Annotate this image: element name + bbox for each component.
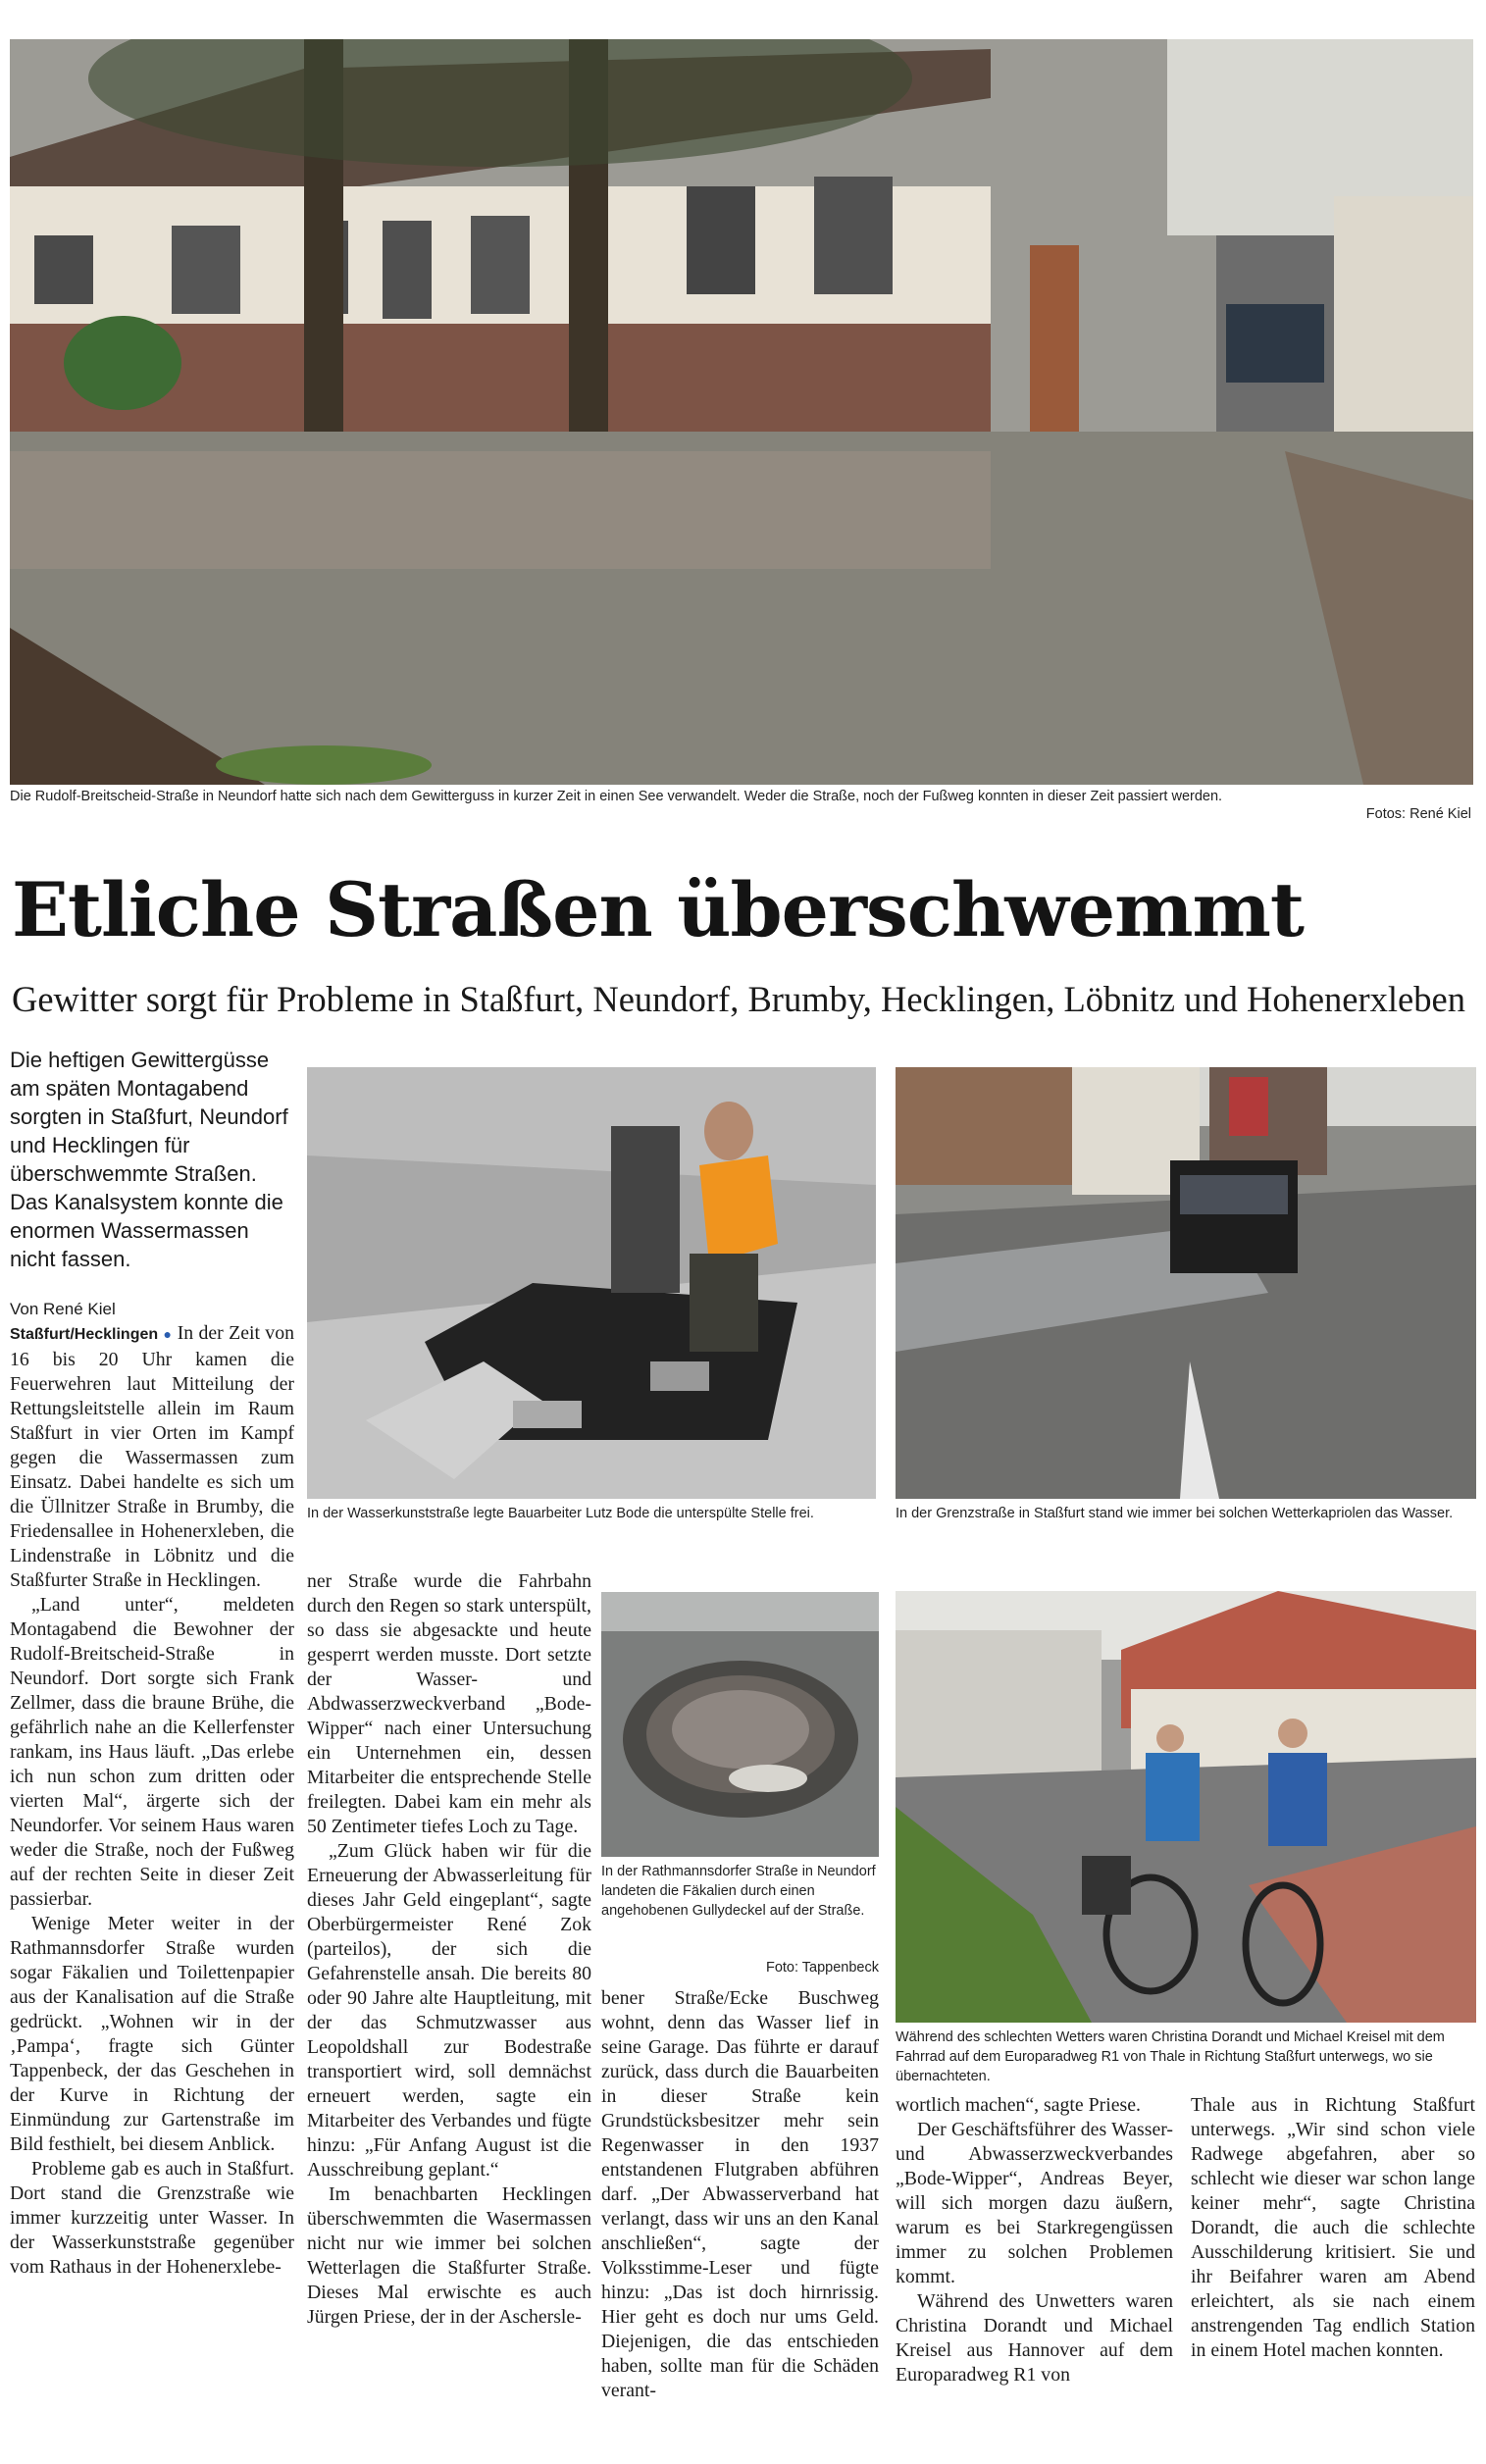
article-column-3 [601, 1986, 879, 2403]
dateline: Staßfurt/Hecklingen [10, 1326, 159, 1343]
article-column-1 [10, 1297, 294, 2280]
manhole-photo-credit: Foto: Tappenbeck [765, 1960, 879, 1976]
article-column-5 [1191, 2093, 1475, 2363]
paragraph: wortlich machen“, sagte Priese. [896, 2094, 1141, 2116]
worker-photo [307, 1067, 876, 1499]
article-subheadline: Gewitter sorgt für Probleme in Staßfurt, Neundorf, Brumby, Hecklingen, Löbnitz und Hohenerxleben [12, 979, 1465, 1019]
manhole-photo-caption: In der Rathmannsdorfer Straße in Neundorf landeten die Fäkalien durch einen angehobenen Gullydeckel auf der Straße. [601, 1864, 876, 1919]
article-column-4 [896, 2093, 1173, 2387]
top-photo-caption: Die Rudolf-Breitscheid-Straße in Neundorf hatte sich nach dem Gewitterguss in kurzer Zeit in einen See verwandelt. Weder die Straße, noch der Fußweg konnten in dieser Zeit passiert werden. [10, 789, 1223, 804]
paragraph: In der Zeit von 16 bis 20 Uhr kamen die Feuerwehren laut Mitteilung der Rettungsleitstelle allein im Raum Staßfurt in vier Orten im Kampf gegen die Wassermassen zum Einsatz. Dabei handelte es sich um die Üllnitzer Straße in Brumby, die Friedensallee in Hohenerxleben, die Lindenstraße in Löbnitz und die Staßfurter Straße in Hecklingen. [10, 1322, 294, 1591]
cyclists-photo-caption: Während des schlechten Wetters waren Christina Dorandt und Michael Kreisel mit dem Fahrrad auf dem Europaradweg R1 von Thale in Richtung Staßfurt unterwegs, wo sie übernachteten. [896, 2029, 1445, 2084]
flooded-street-photo [10, 39, 1473, 785]
article-lead: Die heftigen Gewittergüsse am späten Montagabend sorgten in Staßfurt, Neundorf und Hecklingen für überschwemmte Straßen. Das Kanalsystem konnte die enormen Wassermassen nicht fassen. [10, 1048, 288, 1271]
paragraph: Thale aus in Richtung Staßfurt unterwegs. „Wir sind schon viele Radwege abgefahren, aber so schlecht wie dieser war schon lange keiner mehr“, sagte Christina Dorandt, die auch die schlechte Ausschilderung kritisiert. Sie und ihr Beifahrer waren am Abend erleichtert, als sie nach einem anstrengenden Tag endlich Station in einem Hotel machen konnten. [1191, 2094, 1475, 2361]
manhole-photo [601, 1592, 879, 1857]
dateline-dot-icon: ● [163, 1328, 173, 1343]
cyclists-photo [896, 1591, 1476, 2023]
paragraph: bener Straße/Ecke Buschweg wohnt, denn das Wasser lief in seine Garage. Das führte er darauf zurück, dass durch die Bauarbeiten in dieser Straße kein Grundstücksbesitzer mehr sein Regenwasser in den 1937 entstandenen Flutgraben abführen darf. „Der Abwasserverband hat verlangt, dass wir uns an den Kanal anschließen“, sagte der Volksstimme-Leser und fügte hinzu: „Das ist doch hirnrissig. Hier geht es doch nur ums Geld. Diejenigen, die das entschieden haben, sollte man für die Schäden verant- [601, 1987, 879, 2401]
worker-photo-caption: In der Wasserkunststraße legte Bauarbeiter Lutz Bode die unterspülte Stelle frei. [307, 1506, 814, 1521]
paragraph: ner Straße wurde die Fahrbahn durch den Regen so stark unterspült, so dass sie abgesackte und heute gesperrt werden musste. Dort setzte der Wasser- und Abdwasserzweckverband „Bode-Wipper“ nach einer Untersuchung ein Unternehmen ein, dessen Mitarbeiter die entsprechende Stelle freilegten. Dabei kam ein mehr als 50 Zentimeter tiefes Loch zu Tage. [307, 1570, 591, 1837]
byline: Von René Kiel [10, 1300, 116, 1318]
paragraph: Wenige Meter weiter in der Rathmannsdorfer Straße wurden sogar Fäkalien und Toilettenpapier aus der Kanalisation auf die Straße gedrückt. „Wohnen wir in der ‚Pampa‘, fragte sich Günter Tappenbeck, der das Geschehen in der Kurve in Richtung der Einmündung zur Gartenstraße im Bild festhielt, bei diesem Anblick. [10, 1913, 294, 2155]
article-headline: Etliche Straßen überschwemmt [12, 866, 1305, 953]
article-column-2 [307, 1569, 591, 2330]
paragraph: Probleme gab es auch in Staßfurt. Dort stand die Grenzstraße wie immer kurzzeitig unter Wasser. In der Wasserkunststraße gegenüber vom Rathaus in der Hohenerxlebe- [10, 2158, 294, 2278]
paragraph: Im benachbarten Hecklingen überschwemmten die Wasermassen nicht nur wie immer bei solchen Wetterlagen die Staßfurter Straße. Dieses Mal erwischte es auch Jürgen Priese, der in der Aschersle- [307, 2183, 591, 2328]
flooded-road-photo [896, 1067, 1476, 1499]
paragraph: Während des Unwetters waren Christina Dorandt und Michael Kreisel aus Hannover auf dem Europaradweg R1 von [896, 2290, 1173, 2386]
paragraph: „Land unter“, meldeten Montagabend die Bewohner der Rudolf-Breitscheid-Straße in Neundorf. Dort sorgte sich Frank Zellmer, dass die braune Brühe, die gefährlich nahe an die Kellerfenster rankam, ins Haus läuft. „Das erlebe ich nun schon zum dritten oder vierten Mal“, ärgerte sich der Neundorfer. Vor seinem Haus waren weder die Straße, noch der Fußweg auf der rechten Seite in dieser Zeit passierbar. [10, 1594, 294, 1910]
paragraph: „Zum Glück haben wir für die Erneuerung der Abwasserleitung für dieses Jahr Geld eingeplant“, sagte Oberbürgermeister René Zok (parteilos), der sich die Gefahrenstelle ansah. Die bereits 80 oder 90 Jahre alte Hauptleitung, mit der das Schmutzwasser aus Leopoldshall zur Bodestraße transportiert wird, soll demnächst erneuert werden, sagte ein Mitarbeiter des Verbandes und fügte hinzu: „Für Anfang August ist die Ausschreibung geplant.“ [307, 1840, 591, 2181]
top-photo-credit: Fotos: René Kiel [1365, 806, 1471, 822]
paragraph: Der Geschäftsführer des Wasser- und Abwasserzweckverbandes „Bode-Wipper“, Andreas Beyer, will sich morgen dazu äußern, warum es bei Starkregengüssen immer zu solchen Problemen kommt. [896, 2119, 1173, 2287]
street-photo-caption: In der Grenzstraße in Staßfurt stand wie immer bei solchen Wetterkapriolen das Wasser. [896, 1506, 1454, 1521]
